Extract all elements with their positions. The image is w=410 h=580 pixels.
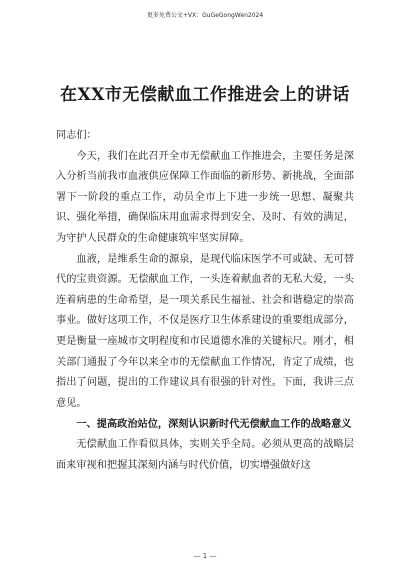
document-body	[56, 126, 354, 476]
page-number: — 1 —	[193, 552, 217, 560]
header-note: 更多免费公文+VX：GuGeGongWen2024	[146, 12, 264, 19]
salutation: 同志们：	[56, 130, 97, 141]
paragraph-3: 无偿献血工作看似具体，实则关乎全局。必须从更高的战略层面来审视和把握其深刻内涵与时代价值，切实增强做好这	[56, 438, 354, 471]
document-title: 在XX市无偿献血工作推进会上的讲话	[60, 85, 350, 105]
section-heading: 一、提高政治站位，深刻认识新时代无偿献血工作的战略意义	[76, 418, 352, 431]
paragraph-2: 血液，是维系生命的源泉，是现代临床医学不可或缺、无可替代的宝贵资源。无偿献血工作，一头连着献血者的无私大爱，一头连着病患的生命希望，是一项关系民生福祉、社会和谐稳定的崇高事业。做好这项工作，不仅是医疗卫生体系建设的重要组成部分，更是衡量一座城市文明程度和市民道德水准的关键标尺。刚才，相关部门通报了今年以来全市的无偿献血工作情况，肯定了成绩，也指出了问题，提出的工作建议具有很强的针对性。下面，我讲三点意见。	[56, 253, 354, 409]
paragraph-1: 今天，我们在此召开全市无偿献血工作推进会，主要任务是深入分析当前我市血液供应保障工作面临的新形势、新挑战，全面部署下一阶段的重点工作，动员全市上下进一步统一思想、凝聚共识、强化举措，确保临床用血需求得到安全、及时、有效的满足，为守护人民群众的生命健康筑牢坚实屏障。	[56, 150, 354, 244]
